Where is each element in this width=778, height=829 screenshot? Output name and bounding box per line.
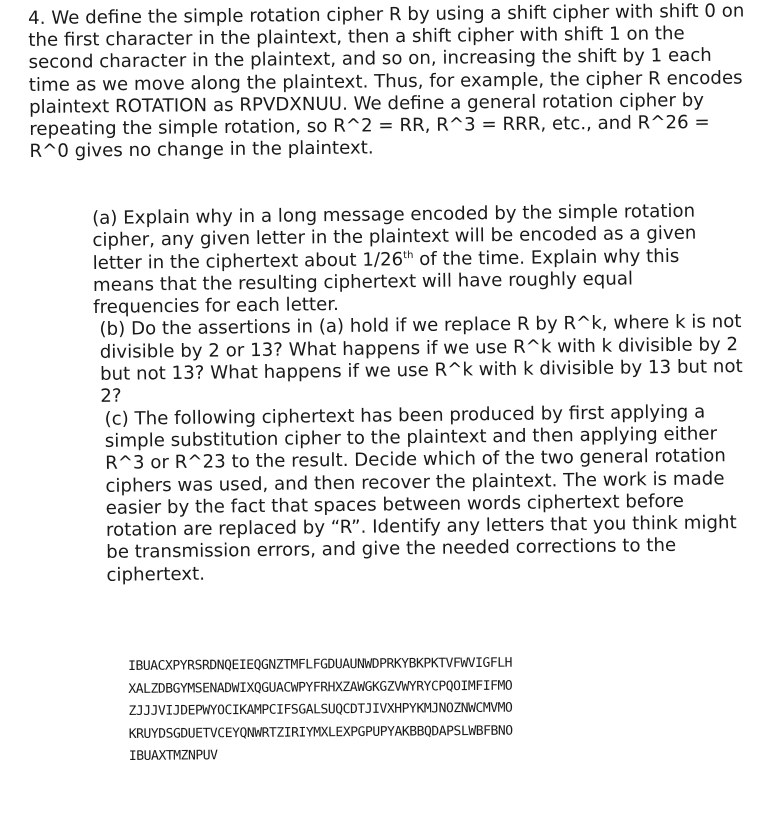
- problem-number: 4.: [28, 7, 46, 29]
- part-a-superscript: th: [403, 249, 414, 261]
- ciphertext-line: KRUYDSGDUETVCEYQNWRTZIRIYMXLEXPGPUPYAKBBQDAPSLWBFBNO: [128, 723, 513, 742]
- ciphertext-line: ZJJJVIJDEPWYOCIKAMPCIFSGALSUQCDTJIVXHPYKMJNOZNWCMVMO: [128, 700, 513, 720]
- part-a-text-rest: of the time. Explain why this means that the resulting ciphertext will have roughly equal frequencies for each letter.: [92, 245, 680, 319]
- problem-intro: We define the simple rotation cipher R by using a shift cipher with shift 0 on the first character in the plaintext, then a shift cipher with shift 1 on the second character in the plaintext, and so on, increasing the shift by 1 each time as we move along the plaintext. Thus, for example, the cipher R encodes plaintext ROTATION as RPVDXNUU. We define a general rotation cipher by repeating the simple rotation, so R^2 = RR, R^3 = RRR, etc., and R^26 = R^0 gives no change in the plaintext.: [28, 0, 745, 163]
- ciphertext-block: [128, 653, 513, 769]
- problem-parts: [92, 200, 747, 587]
- ciphertext-line: IBUACXPYRSRDNQEIEQGNZTMFLFGDUAUNWDPRKYBKPKTVFWVIGFLH: [128, 655, 513, 674]
- part-b: (b) Do the assertions in (a) hold if we replace R by R^k, where k is not divisible by 2 or 13? What happens if we use R^k with k divisible by 2 but not 13? What happens if we use R^k with k divisible by 13 but not 2?: [99, 311, 743, 408]
- ciphertext-line: IBUAXTMZNPUV: [128, 748, 218, 765]
- part-a-text: (a) Explain why in a long message encoded by the simple rotation cipher, any given letter in the plaintext will be encoded as a given letter in the ciphertext about 1/26: [92, 200, 697, 274]
- part-c: (c) The following ciphertext has been produced by first applying a simple substitution cipher to the plaintext and then applying either R^3 or R^23 to the result. Decide which of the two general rotation ciphers was used, and then recover the plaintext. The work is made easier by the fact that spaces between words ciphertext before rotation are replaced by “R”. Identify any letters that you think might be transmission errors, and give the needed corrections to the ciphertext.: [104, 401, 737, 586]
- ciphertext-line: XALZDBGYMSENADWIXQGUACWPYFRHXZAWGKGZVWYRYCPQOIMFIFMO: [128, 678, 513, 697]
- problem-statement: [28, 0, 750, 163]
- part-a: [92, 200, 743, 319]
